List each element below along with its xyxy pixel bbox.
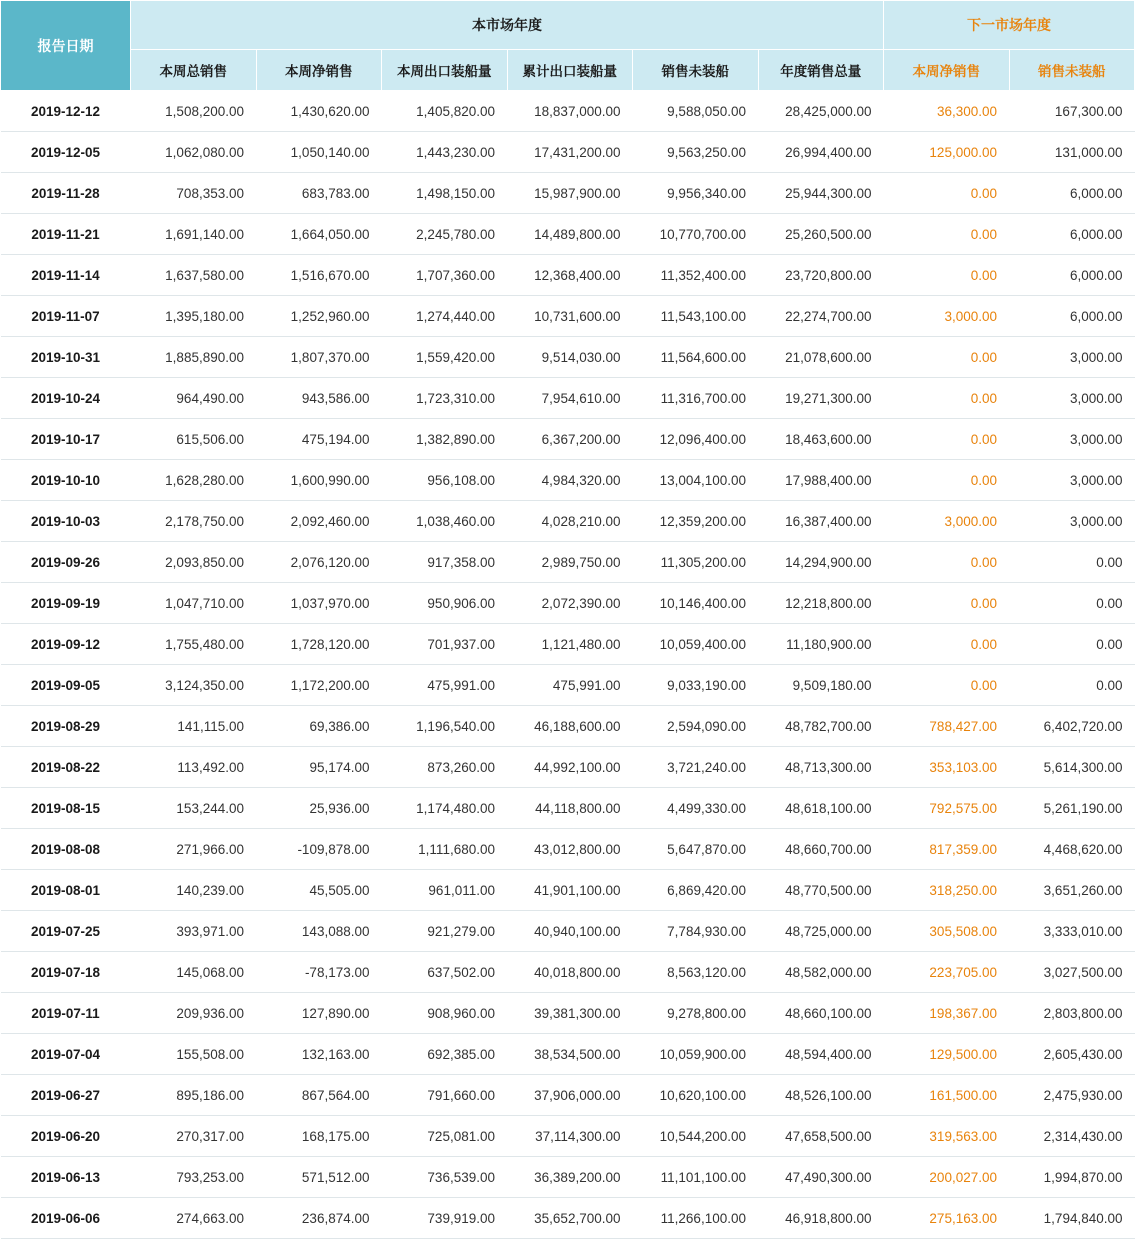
cell-value: 25,936.00 xyxy=(256,788,382,829)
cell-value: 35,652,700.00 xyxy=(507,1198,633,1239)
cell-value: 956,108.00 xyxy=(382,460,508,501)
cell-value: 140,239.00 xyxy=(131,870,257,911)
cell-value: 275,163.00 xyxy=(884,1198,1010,1239)
table-row xyxy=(1,542,1135,583)
cell-report-date: 2019-09-19 xyxy=(1,583,131,624)
cell-value: 6,000.00 xyxy=(1009,214,1135,255)
cell-value: 17,431,200.00 xyxy=(507,132,633,173)
cell-value: 14,489,800.00 xyxy=(507,214,633,255)
cell-value: 9,509,180.00 xyxy=(758,665,884,706)
cell-value: 0.00 xyxy=(884,173,1010,214)
cell-value: 1,395,180.00 xyxy=(131,296,257,337)
cell-value: 95,174.00 xyxy=(256,747,382,788)
cell-value: 1,196,540.00 xyxy=(382,706,508,747)
cell-value: 0.00 xyxy=(884,214,1010,255)
cell-value: 943,586.00 xyxy=(256,378,382,419)
cell-value: 2,092,460.00 xyxy=(256,501,382,542)
cell-report-date: 2019-08-08 xyxy=(1,829,131,870)
table-row xyxy=(1,1075,1135,1116)
cell-value: 6,000.00 xyxy=(1009,173,1135,214)
table-row xyxy=(1,378,1135,419)
cell-value: 867,564.00 xyxy=(256,1075,382,1116)
cell-value: 3,000.00 xyxy=(1009,378,1135,419)
cell-value: 393,971.00 xyxy=(131,911,257,952)
cell-value: 11,180,900.00 xyxy=(758,624,884,665)
cell-value: 3,333,010.00 xyxy=(1009,911,1135,952)
cell-value: 817,359.00 xyxy=(884,829,1010,870)
header-col-annual-total-sales: 年度销售总量 xyxy=(758,50,884,91)
cell-report-date: 2019-10-03 xyxy=(1,501,131,542)
cell-value: 47,658,500.00 xyxy=(758,1116,884,1157)
cell-value: 125,000.00 xyxy=(884,132,1010,173)
cell-value: 4,028,210.00 xyxy=(507,501,633,542)
cell-value: 7,784,930.00 xyxy=(633,911,759,952)
cell-value: 1,062,080.00 xyxy=(131,132,257,173)
table-row xyxy=(1,501,1135,542)
cell-value: 1,430,620.00 xyxy=(256,91,382,132)
cell-value: 0.00 xyxy=(884,542,1010,583)
cell-value: 209,936.00 xyxy=(131,993,257,1034)
cell-value: 11,352,400.00 xyxy=(633,255,759,296)
cell-value: 4,984,320.00 xyxy=(507,460,633,501)
cell-value: 44,992,100.00 xyxy=(507,747,633,788)
table-row xyxy=(1,911,1135,952)
cell-value: 6,000.00 xyxy=(1009,296,1135,337)
header-col-weekly-net-sales: 本周净销售 xyxy=(256,50,382,91)
cell-value: 48,660,100.00 xyxy=(758,993,884,1034)
cell-value: 1,559,420.00 xyxy=(382,337,508,378)
cell-report-date: 2019-11-21 xyxy=(1,214,131,255)
cell-value: 10,146,400.00 xyxy=(633,583,759,624)
cell-value: 1,252,960.00 xyxy=(256,296,382,337)
cell-value: 0.00 xyxy=(1009,583,1135,624)
cell-value: 26,994,400.00 xyxy=(758,132,884,173)
cell-value: 48,770,500.00 xyxy=(758,870,884,911)
cell-value: -78,173.00 xyxy=(256,952,382,993)
cell-value: 2,314,430.00 xyxy=(1009,1116,1135,1157)
cell-value: 2,594,090.00 xyxy=(633,706,759,747)
cell-value: 1,274,440.00 xyxy=(382,296,508,337)
cell-value: 10,059,900.00 xyxy=(633,1034,759,1075)
cell-value: 4,468,620.00 xyxy=(1009,829,1135,870)
table-row xyxy=(1,952,1135,993)
cell-value: 37,114,300.00 xyxy=(507,1116,633,1157)
cell-value: 683,783.00 xyxy=(256,173,382,214)
cell-value: 17,988,400.00 xyxy=(758,460,884,501)
cell-value: 3,651,260.00 xyxy=(1009,870,1135,911)
cell-report-date: 2019-10-17 xyxy=(1,419,131,460)
cell-value: 198,367.00 xyxy=(884,993,1010,1034)
table-row xyxy=(1,1116,1135,1157)
cell-value: 223,705.00 xyxy=(884,952,1010,993)
table-row xyxy=(1,624,1135,665)
cell-value: 43,012,800.00 xyxy=(507,829,633,870)
cell-value: 48,782,700.00 xyxy=(758,706,884,747)
cell-report-date: 2019-10-10 xyxy=(1,460,131,501)
cell-value: 788,427.00 xyxy=(884,706,1010,747)
header-report-date: 报告日期 xyxy=(1,1,131,91)
cell-value: 5,614,300.00 xyxy=(1009,747,1135,788)
table-header xyxy=(1,1,1135,91)
cell-value: 1,994,870.00 xyxy=(1009,1157,1135,1198)
cell-value: 1,637,580.00 xyxy=(131,255,257,296)
cell-report-date: 2019-10-24 xyxy=(1,378,131,419)
cell-value: 1,405,820.00 xyxy=(382,91,508,132)
cell-value: 475,991.00 xyxy=(382,665,508,706)
cell-report-date: 2019-06-06 xyxy=(1,1198,131,1239)
cell-value: 48,660,700.00 xyxy=(758,829,884,870)
cell-value: 0.00 xyxy=(884,337,1010,378)
cell-value: 0.00 xyxy=(1009,624,1135,665)
cell-value: 908,960.00 xyxy=(382,993,508,1034)
cell-value: 11,316,700.00 xyxy=(633,378,759,419)
cell-value: 12,359,200.00 xyxy=(633,501,759,542)
cell-report-date: 2019-09-05 xyxy=(1,665,131,706)
cell-value: 9,956,340.00 xyxy=(633,173,759,214)
header-col-weekly-gross-sales: 本周总销售 xyxy=(131,50,257,91)
cell-value: 1,628,280.00 xyxy=(131,460,257,501)
cell-value: 18,463,600.00 xyxy=(758,419,884,460)
cell-value: 1,038,460.00 xyxy=(382,501,508,542)
cell-value: 12,218,800.00 xyxy=(758,583,884,624)
cell-value: 1,807,370.00 xyxy=(256,337,382,378)
cell-report-date: 2019-08-22 xyxy=(1,747,131,788)
header-col-weekly-exports: 本周出口装船量 xyxy=(382,50,508,91)
cell-value: 873,260.00 xyxy=(382,747,508,788)
cell-value: 2,989,750.00 xyxy=(507,542,633,583)
cell-value: 25,260,500.00 xyxy=(758,214,884,255)
cell-value: 2,475,930.00 xyxy=(1009,1075,1135,1116)
cell-value: 12,368,400.00 xyxy=(507,255,633,296)
table-row xyxy=(1,583,1135,624)
cell-value: 46,918,800.00 xyxy=(758,1198,884,1239)
cell-value: 353,103.00 xyxy=(884,747,1010,788)
cell-value: 9,278,800.00 xyxy=(633,993,759,1034)
cell-value: 1,516,670.00 xyxy=(256,255,382,296)
cell-value: 45,505.00 xyxy=(256,870,382,911)
cell-value: 895,186.00 xyxy=(131,1075,257,1116)
cell-value: 11,543,100.00 xyxy=(633,296,759,337)
table-row xyxy=(1,993,1135,1034)
cell-value: 36,300.00 xyxy=(884,91,1010,132)
cell-value: 8,563,120.00 xyxy=(633,952,759,993)
header-group-row xyxy=(1,1,1135,50)
table-row xyxy=(1,870,1135,911)
cell-value: 0.00 xyxy=(884,624,1010,665)
cell-value: 1,755,480.00 xyxy=(131,624,257,665)
cell-value: 271,966.00 xyxy=(131,829,257,870)
cell-value: 2,076,120.00 xyxy=(256,542,382,583)
header-col-next-outstanding-sales: 销售未装船 xyxy=(1009,50,1135,91)
cell-value: 0.00 xyxy=(884,665,1010,706)
cell-value: 3,000.00 xyxy=(1009,337,1135,378)
cell-value: 2,245,780.00 xyxy=(382,214,508,255)
cell-value: 168,175.00 xyxy=(256,1116,382,1157)
cell-value: 36,389,200.00 xyxy=(507,1157,633,1198)
cell-value: 10,059,400.00 xyxy=(633,624,759,665)
cell-value: 23,720,800.00 xyxy=(758,255,884,296)
cell-report-date: 2019-06-13 xyxy=(1,1157,131,1198)
table-row xyxy=(1,132,1135,173)
cell-value: 571,512.00 xyxy=(256,1157,382,1198)
header-column-row xyxy=(1,50,1135,91)
cell-value: 1,498,150.00 xyxy=(382,173,508,214)
cell-value: 1,794,840.00 xyxy=(1009,1198,1135,1239)
cell-value: 791,660.00 xyxy=(382,1075,508,1116)
header-col-cumulative-exports: 累计出口装船量 xyxy=(507,50,633,91)
cell-report-date: 2019-12-05 xyxy=(1,132,131,173)
cell-value: 6,869,420.00 xyxy=(633,870,759,911)
cell-value: 964,490.00 xyxy=(131,378,257,419)
cell-value: 0.00 xyxy=(884,583,1010,624)
cell-value: 161,500.00 xyxy=(884,1075,1010,1116)
table-row xyxy=(1,214,1135,255)
cell-value: -109,878.00 xyxy=(256,829,382,870)
cell-value: 22,274,700.00 xyxy=(758,296,884,337)
cell-value: 132,163.00 xyxy=(256,1034,382,1075)
cell-report-date: 2019-08-01 xyxy=(1,870,131,911)
cell-value: 1,047,710.00 xyxy=(131,583,257,624)
cell-value: 2,178,750.00 xyxy=(131,501,257,542)
cell-value: 12,096,400.00 xyxy=(633,419,759,460)
cell-value: 3,000.00 xyxy=(884,501,1010,542)
table-body xyxy=(1,91,1135,1239)
cell-value: 38,534,500.00 xyxy=(507,1034,633,1075)
cell-value: 47,490,300.00 xyxy=(758,1157,884,1198)
cell-value: 2,605,430.00 xyxy=(1009,1034,1135,1075)
cell-value: 1,174,480.00 xyxy=(382,788,508,829)
cell-value: 637,502.00 xyxy=(382,952,508,993)
cell-value: 11,266,100.00 xyxy=(633,1198,759,1239)
cell-value: 10,731,600.00 xyxy=(507,296,633,337)
cell-value: 475,991.00 xyxy=(507,665,633,706)
table-row xyxy=(1,460,1135,501)
table-row xyxy=(1,1157,1135,1198)
cell-value: 18,837,000.00 xyxy=(507,91,633,132)
cell-value: 0.00 xyxy=(884,255,1010,296)
cell-value: 921,279.00 xyxy=(382,911,508,952)
cell-value: 129,500.00 xyxy=(884,1034,1010,1075)
table-row xyxy=(1,1198,1135,1239)
cell-value: 725,081.00 xyxy=(382,1116,508,1157)
cell-value: 9,588,050.00 xyxy=(633,91,759,132)
cell-value: 40,940,100.00 xyxy=(507,911,633,952)
cell-value: 236,874.00 xyxy=(256,1198,382,1239)
cell-value: 46,188,600.00 xyxy=(507,706,633,747)
cell-value: 1,691,140.00 xyxy=(131,214,257,255)
cell-value: 48,713,300.00 xyxy=(758,747,884,788)
cell-value: 1,664,050.00 xyxy=(256,214,382,255)
cell-value: 16,387,400.00 xyxy=(758,501,884,542)
cell-value: 6,402,720.00 xyxy=(1009,706,1135,747)
cell-value: 3,000.00 xyxy=(884,296,1010,337)
cell-value: 318,250.00 xyxy=(884,870,1010,911)
table-row xyxy=(1,829,1135,870)
table-row xyxy=(1,788,1135,829)
cell-report-date: 2019-07-18 xyxy=(1,952,131,993)
table-row xyxy=(1,1034,1135,1075)
cell-report-date: 2019-07-04 xyxy=(1,1034,131,1075)
cell-value: 48,526,100.00 xyxy=(758,1075,884,1116)
cell-value: 3,721,240.00 xyxy=(633,747,759,788)
cell-value: 127,890.00 xyxy=(256,993,382,1034)
cell-value: 13,004,100.00 xyxy=(633,460,759,501)
cell-value: 1,050,140.00 xyxy=(256,132,382,173)
cell-value: 1,600,990.00 xyxy=(256,460,382,501)
cell-report-date: 2019-07-11 xyxy=(1,993,131,1034)
cell-report-date: 2019-06-27 xyxy=(1,1075,131,1116)
cell-value: 7,954,610.00 xyxy=(507,378,633,419)
cell-report-date: 2019-12-12 xyxy=(1,91,131,132)
table-row xyxy=(1,296,1135,337)
cell-value: 0.00 xyxy=(884,460,1010,501)
cell-value: 739,919.00 xyxy=(382,1198,508,1239)
cell-value: 39,381,300.00 xyxy=(507,993,633,1034)
cell-value: 1,885,890.00 xyxy=(131,337,257,378)
cell-value: 40,018,800.00 xyxy=(507,952,633,993)
cell-value: 0.00 xyxy=(884,419,1010,460)
cell-value: 10,544,200.00 xyxy=(633,1116,759,1157)
cell-value: 19,271,300.00 xyxy=(758,378,884,419)
cell-value: 1,382,890.00 xyxy=(382,419,508,460)
cell-value: 3,124,350.00 xyxy=(131,665,257,706)
cell-value: 21,078,600.00 xyxy=(758,337,884,378)
cell-value: 9,563,250.00 xyxy=(633,132,759,173)
cell-value: 200,027.00 xyxy=(884,1157,1010,1198)
cell-value: 1,508,200.00 xyxy=(131,91,257,132)
cell-value: 25,944,300.00 xyxy=(758,173,884,214)
cell-value: 1,037,970.00 xyxy=(256,583,382,624)
cell-value: 2,072,390.00 xyxy=(507,583,633,624)
cell-value: 5,647,870.00 xyxy=(633,829,759,870)
cell-value: 3,000.00 xyxy=(1009,419,1135,460)
cell-report-date: 2019-09-12 xyxy=(1,624,131,665)
cell-report-date: 2019-11-07 xyxy=(1,296,131,337)
cell-value: 113,492.00 xyxy=(131,747,257,788)
cell-report-date: 2019-08-29 xyxy=(1,706,131,747)
cell-value: 41,901,100.00 xyxy=(507,870,633,911)
cell-report-date: 2019-11-14 xyxy=(1,255,131,296)
table-row xyxy=(1,337,1135,378)
cell-value: 950,906.00 xyxy=(382,583,508,624)
table-row xyxy=(1,706,1135,747)
header-col-next-weekly-net-sales: 本周净销售 xyxy=(884,50,1010,91)
table-row xyxy=(1,747,1135,788)
cell-value: 305,508.00 xyxy=(884,911,1010,952)
cell-value: 5,261,190.00 xyxy=(1009,788,1135,829)
cell-value: 155,508.00 xyxy=(131,1034,257,1075)
cell-value: 69,386.00 xyxy=(256,706,382,747)
cell-report-date: 2019-08-15 xyxy=(1,788,131,829)
cell-value: 792,575.00 xyxy=(884,788,1010,829)
header-group-current-year: 本市场年度 xyxy=(131,1,884,50)
cell-report-date: 2019-06-20 xyxy=(1,1116,131,1157)
cell-value: 692,385.00 xyxy=(382,1034,508,1075)
cell-value: 2,093,850.00 xyxy=(131,542,257,583)
cell-value: 736,539.00 xyxy=(382,1157,508,1198)
cell-value: 1,121,480.00 xyxy=(507,624,633,665)
cell-value: 1,707,360.00 xyxy=(382,255,508,296)
table-row xyxy=(1,419,1135,460)
cell-value: 11,101,100.00 xyxy=(633,1157,759,1198)
cell-value: 475,194.00 xyxy=(256,419,382,460)
cell-value: 10,620,100.00 xyxy=(633,1075,759,1116)
cell-value: 270,317.00 xyxy=(131,1116,257,1157)
cell-value: 701,937.00 xyxy=(382,624,508,665)
cell-value: 3,000.00 xyxy=(1009,501,1135,542)
table-row xyxy=(1,173,1135,214)
cell-value: 319,563.00 xyxy=(884,1116,1010,1157)
cell-value: 1,111,680.00 xyxy=(382,829,508,870)
cell-value: 48,725,000.00 xyxy=(758,911,884,952)
cell-value: 28,425,000.00 xyxy=(758,91,884,132)
cell-value: 708,353.00 xyxy=(131,173,257,214)
cell-value: 1,443,230.00 xyxy=(382,132,508,173)
cell-value: 15,987,900.00 xyxy=(507,173,633,214)
table-row xyxy=(1,255,1135,296)
cell-value: 615,506.00 xyxy=(131,419,257,460)
cell-value: 9,514,030.00 xyxy=(507,337,633,378)
cell-value: 11,564,600.00 xyxy=(633,337,759,378)
cell-value: 11,305,200.00 xyxy=(633,542,759,583)
cell-value: 141,115.00 xyxy=(131,706,257,747)
cell-value: 3,000.00 xyxy=(1009,460,1135,501)
cell-value: 14,294,900.00 xyxy=(758,542,884,583)
header-col-outstanding-sales: 销售未装船 xyxy=(633,50,759,91)
cell-value: 793,253.00 xyxy=(131,1157,257,1198)
cell-report-date: 2019-09-26 xyxy=(1,542,131,583)
cell-value: 4,499,330.00 xyxy=(633,788,759,829)
cell-value: 6,367,200.00 xyxy=(507,419,633,460)
cell-value: 10,770,700.00 xyxy=(633,214,759,255)
cell-value: 48,618,100.00 xyxy=(758,788,884,829)
cell-value: 143,088.00 xyxy=(256,911,382,952)
cell-value: 48,594,400.00 xyxy=(758,1034,884,1075)
cell-report-date: 2019-10-31 xyxy=(1,337,131,378)
cell-value: 9,033,190.00 xyxy=(633,665,759,706)
cell-value: 167,300.00 xyxy=(1009,91,1135,132)
table-row xyxy=(1,665,1135,706)
cell-value: 0.00 xyxy=(1009,542,1135,583)
cell-value: 131,000.00 xyxy=(1009,132,1135,173)
cell-value: 145,068.00 xyxy=(131,952,257,993)
cell-value: 2,803,800.00 xyxy=(1009,993,1135,1034)
cell-value: 1,172,200.00 xyxy=(256,665,382,706)
header-group-next-year: 下一市场年度 xyxy=(884,1,1135,50)
cell-value: 48,582,000.00 xyxy=(758,952,884,993)
cell-value: 153,244.00 xyxy=(131,788,257,829)
cell-value: 1,728,120.00 xyxy=(256,624,382,665)
cell-value: 1,723,310.00 xyxy=(382,378,508,419)
cell-value: 0.00 xyxy=(884,378,1010,419)
cell-value: 6,000.00 xyxy=(1009,255,1135,296)
cell-value: 44,118,800.00 xyxy=(507,788,633,829)
cell-report-date: 2019-11-28 xyxy=(1,173,131,214)
cell-value: 0.00 xyxy=(1009,665,1135,706)
cell-report-date: 2019-07-25 xyxy=(1,911,131,952)
table-row xyxy=(1,91,1135,132)
cell-value: 274,663.00 xyxy=(131,1198,257,1239)
cell-value: 37,906,000.00 xyxy=(507,1075,633,1116)
cell-value: 917,358.00 xyxy=(382,542,508,583)
cell-value: 961,011.00 xyxy=(382,870,508,911)
cell-value: 3,027,500.00 xyxy=(1009,952,1135,993)
